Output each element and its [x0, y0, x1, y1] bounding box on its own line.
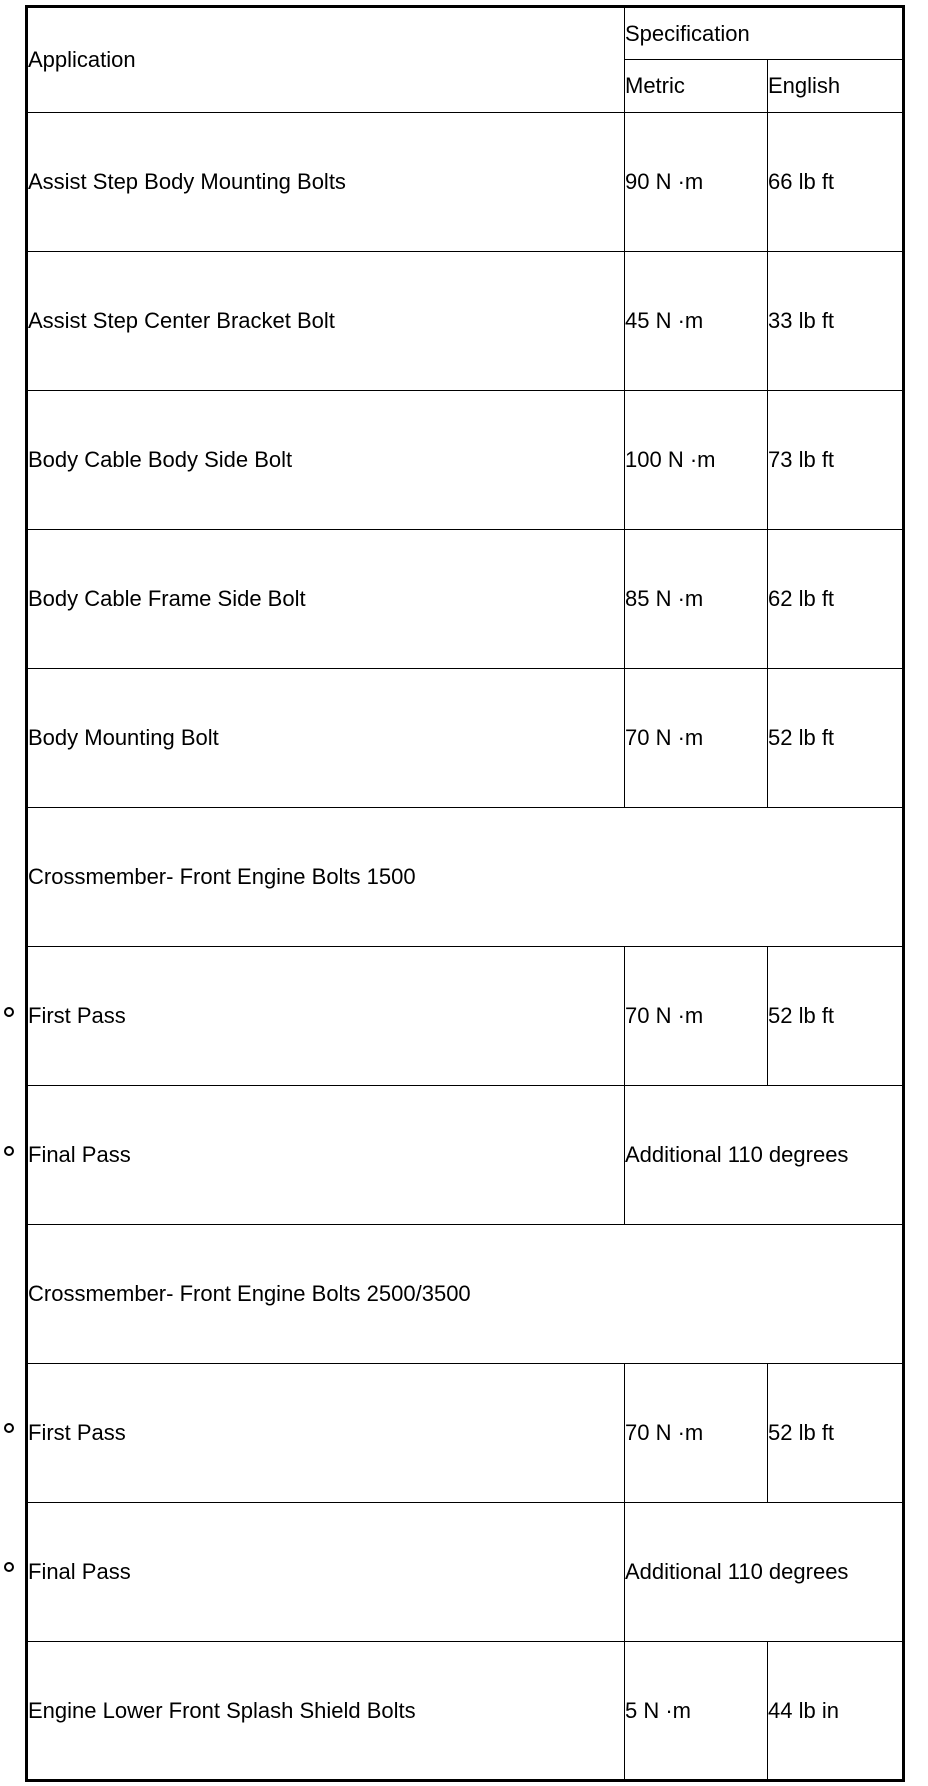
circle-marker-icon [4, 1146, 14, 1156]
table-row [27, 1503, 904, 1642]
table-row [27, 252, 904, 391]
metric-cell: 100 N ·m [625, 391, 768, 530]
spec-cell: Additional 110 degrees [625, 1086, 904, 1225]
application-cell: Body Cable Body Side Bolt [27, 391, 625, 530]
english-cell: 62 lb ft [768, 530, 904, 669]
table-row [27, 391, 904, 530]
circle-marker-icon [4, 1007, 14, 1017]
application-cell: First Pass [27, 947, 625, 1086]
english-cell: 52 lb ft [768, 947, 904, 1086]
table-row [27, 1364, 904, 1503]
metric-cell: 70 N ·m [625, 669, 768, 808]
spec-cell: Additional 110 degrees [625, 1503, 904, 1642]
metric-cell: 70 N ·m [625, 947, 768, 1086]
english-cell: 44 lb in [768, 1642, 904, 1781]
section-row [27, 1225, 904, 1364]
application-cell: Final Pass [27, 1503, 625, 1642]
application-header: Application [27, 7, 625, 113]
table-row [27, 669, 904, 808]
section-row [27, 808, 904, 947]
metric-cell: 70 N ·m [625, 1364, 768, 1503]
english-cell: 73 lb ft [768, 391, 904, 530]
english-cell: 66 lb ft [768, 113, 904, 252]
metric-header: Metric [625, 60, 768, 113]
application-cell: Body Cable Frame Side Bolt [27, 530, 625, 669]
section-heading-cell: Crossmember- Front Engine Bolts 2500/3500 [27, 1225, 904, 1364]
application-cell: Engine Lower Front Splash Shield Bolts [27, 1642, 625, 1781]
metric-cell: 5 N ·m [625, 1642, 768, 1781]
english-header: English [768, 60, 904, 113]
english-cell: 52 lb ft [768, 1364, 904, 1503]
application-cell: Body Mounting Bolt [27, 669, 625, 808]
application-cell: Assist Step Center Bracket Bolt [27, 252, 625, 391]
english-cell: 52 lb ft [768, 669, 904, 808]
table-row [27, 947, 904, 1086]
circle-marker-icon [4, 1562, 14, 1572]
table-row [27, 1086, 904, 1225]
english-cell: 33 lb ft [768, 252, 904, 391]
metric-cell: 45 N ·m [625, 252, 768, 391]
metric-cell: 90 N ·m [625, 113, 768, 252]
table-row [27, 1642, 904, 1781]
table-row [27, 530, 904, 669]
torque-spec-table [25, 5, 905, 1782]
application-cell: Final Pass [27, 1086, 625, 1225]
header-row-top [27, 7, 904, 60]
application-cell: Assist Step Body Mounting Bolts [27, 113, 625, 252]
application-cell: First Pass [27, 1364, 625, 1503]
specification-header: Specification [625, 7, 904, 60]
circle-marker-icon [4, 1423, 14, 1433]
section-heading-cell: Crossmember- Front Engine Bolts 1500 [27, 808, 904, 947]
table-row [27, 113, 904, 252]
metric-cell: 85 N ·m [625, 530, 768, 669]
